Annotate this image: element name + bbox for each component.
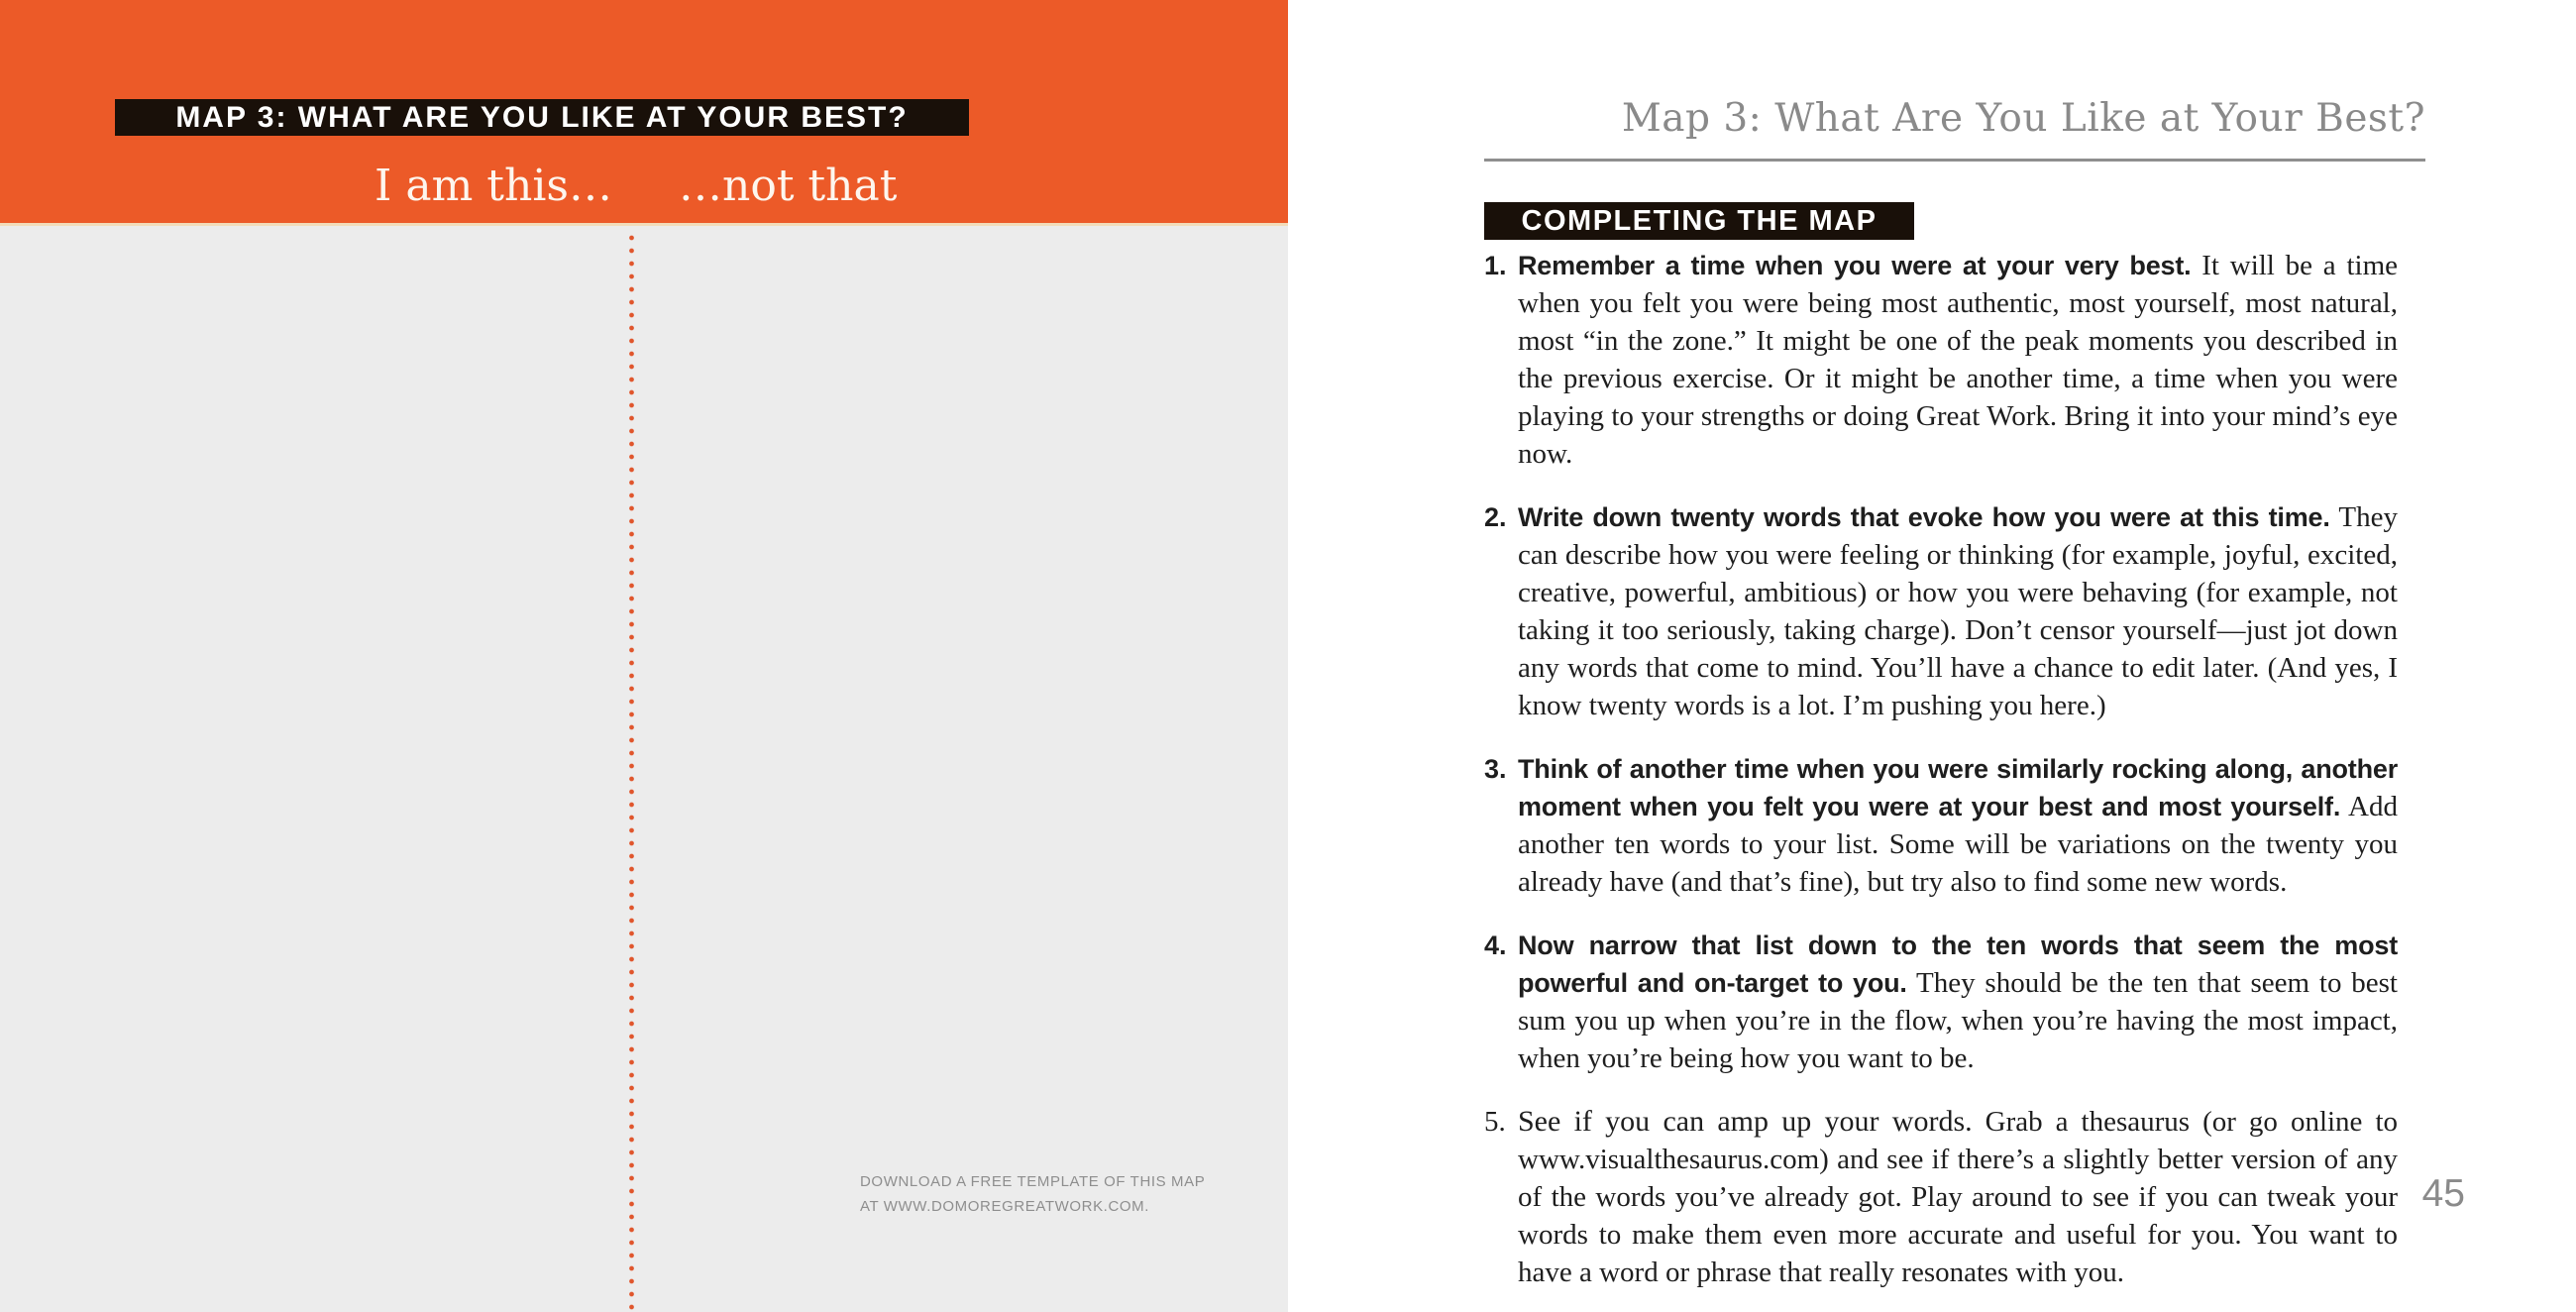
step-lead: Remember a time when you were at your very best. — [1518, 251, 2192, 280]
section-heading-label: COMPLETING THE MAP — [1521, 204, 1878, 237]
step-number: 5. — [1484, 1106, 1506, 1138]
step-item — [1484, 247, 2398, 473]
step-item — [1484, 750, 2398, 901]
step-body: Add another ten words to your list. Some will be variations on the twenty you already have (and that’s fine), but try also to find some new words. — [1518, 791, 2398, 898]
step-text — [1518, 750, 2398, 901]
step-text — [1518, 498, 2398, 724]
step-number: 2. — [1484, 502, 1507, 532]
orange-header-band — [0, 0, 1288, 226]
step-lead: Now narrow that list down to the ten words that seem the most powerful and on-target to you. — [1518, 930, 2398, 998]
step-lead: See if you can amp up your words. — [1518, 1105, 1973, 1138]
step-body: It will be a time when you felt you were being most authentic, most yourself, most natural, most “in the zone.” It might be one of the peak moments you described in the previous exercise. Or it might be another time, a time when you were playing to your strengths or doing Great Work. Bring it into your mind’s eye now. — [1518, 250, 2398, 470]
step-number: 4. — [1484, 930, 1507, 960]
step-text — [1518, 247, 2398, 473]
label-not-that: …not that — [679, 161, 898, 211]
step-text — [1518, 927, 2398, 1077]
step-lead: Write down twenty words that evoke how you were at this time. — [1518, 502, 2330, 532]
map-title-banner-label: MAP 3: WHAT ARE YOU LIKE AT YOUR BEST? — [175, 100, 909, 134]
right-page — [1288, 0, 2576, 1312]
divider-dotted-line — [629, 232, 634, 1312]
step-body: They can describe how you were feeling or thinking (for example, joyful, excited, creative, powerful, ambitious) or how you were behaving (for example, not taking it too seriously, taking charge). Don’t censor yourself—just jot down any words that come to mind. You’ll have a chance to edit later. (And yes, I know twenty words is a lot. I’m pushing you here.) — [1518, 501, 2398, 721]
section-heading-box — [1484, 202, 1914, 240]
download-note-line-1: DOWNLOAD A FREE TEMPLATE OF THIS MAP — [860, 1173, 1206, 1190]
step-body: Grab a thesaurus (or go online to www.visualthesaurus.com) and see if there’s a slightly better version of any of the words you’ve already got. Play around to see if you can tweak your words to make them even more accurate and useful for you. You want to have a word or phrase that really resonates with you. — [1518, 1106, 2398, 1288]
step-item — [1484, 498, 2398, 724]
step-text — [1518, 1103, 2398, 1291]
step-number: 3. — [1484, 754, 1507, 784]
download-note-line-2: AT WWW.DOMOREGREATWORK.COM. — [860, 1198, 1150, 1215]
step-item — [1484, 927, 2398, 1077]
title-rule — [1484, 159, 2425, 162]
download-note — [860, 1169, 1205, 1219]
step-number: 1. — [1484, 251, 1507, 280]
step-item — [1484, 1103, 2398, 1291]
step-body: They should be the ten that seem to best sum you up when you’re in the flow, when you’re having the most impact, when you’re being how you want to be. — [1518, 967, 2398, 1074]
step-lead: Think of another time when you were similarly rocking along, another moment when you felt you were at your best and most yourself. — [1518, 754, 2398, 821]
page-number: 45 — [2421, 1172, 2465, 1215]
label-i-am-this: I am this… — [375, 161, 612, 211]
steps-list — [1484, 247, 2398, 1312]
map-title-banner — [115, 99, 969, 136]
page-title: Map 3: What Are You Like at Your Best? — [1621, 96, 2425, 141]
